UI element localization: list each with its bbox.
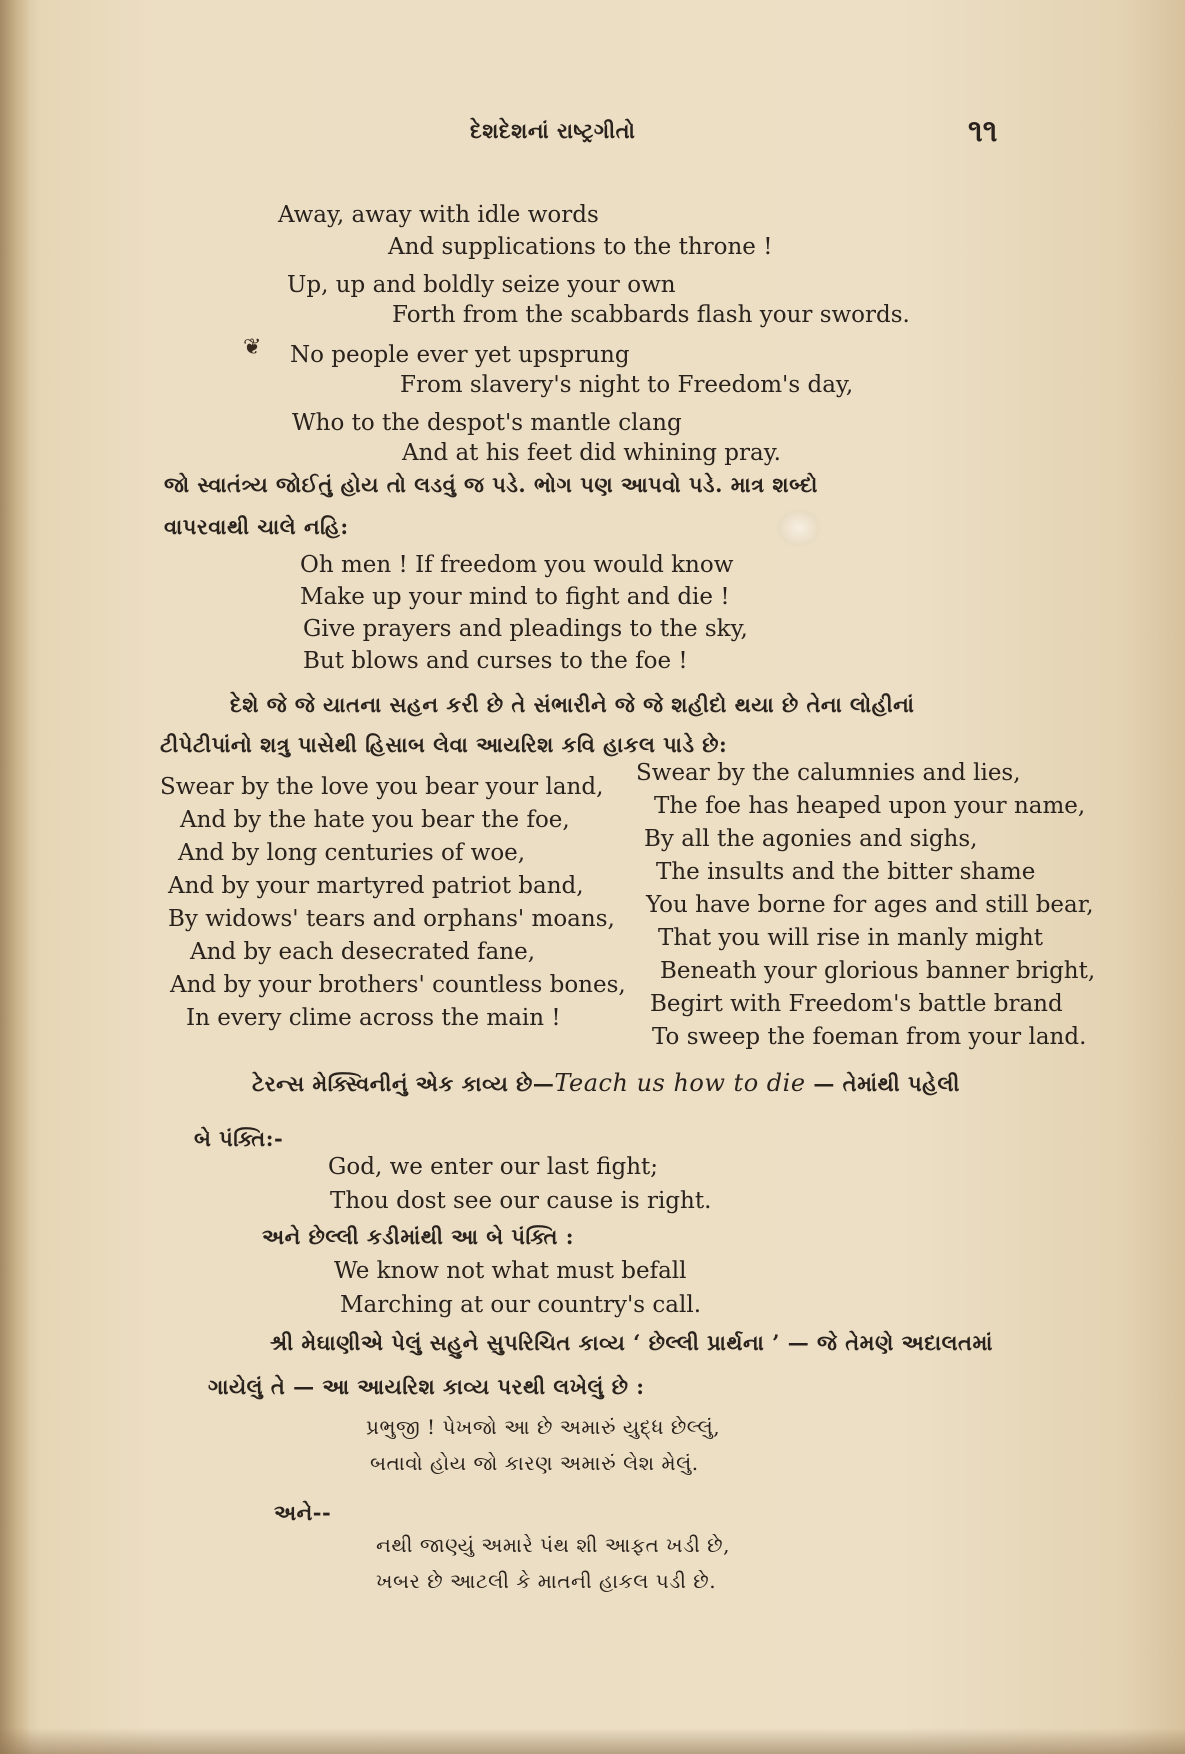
paragraph-text: ટેરન્સ મેક્સ્વિનીનું એક કાવ્ય છે—	[252, 1071, 555, 1096]
poem-line: But blows and curses to the foe !	[303, 648, 688, 674]
poem-line: Up, up and boldly seize your own	[287, 272, 676, 298]
poem-line: And by each desecrated fane,	[190, 939, 535, 965]
poem-title: Teach us how to die	[554, 1069, 806, 1097]
paragraph-text: — તેમાંથી પહેલી	[805, 1071, 960, 1096]
poem-line: Forth from the scabbards flash your swords.	[392, 302, 910, 328]
page-header	[0, 114, 1185, 158]
page-binding-edge	[0, 0, 30, 1754]
paragraph-line: ગાયેલું તે — આ આયરિશ કાવ્ય પરથી લખેલું છે :	[208, 1374, 645, 1399]
poem-line: Marching at our country's call.	[340, 1292, 702, 1318]
poem-line: In every clime across the main !	[186, 1005, 561, 1031]
poem-line: The insults and the bitter shame	[656, 859, 1036, 885]
poem-line: That you will rise in manly might	[658, 925, 1043, 951]
poem-line: બતાવો હોય જો કારણ અમારું લેશ મેલું.	[370, 1451, 699, 1475]
paragraph-line: દેશે જે જે યાતના સહન કરી છે તે સંભારીને જે જે શહીદો થયા છે તેના લોહીનાં	[230, 692, 915, 717]
poem-line: Who to the despot's mantle clang	[292, 410, 682, 436]
poem-line: Swear by the calumnies and lies,	[636, 760, 1021, 786]
poem-line: And supplications to the throne !	[388, 234, 773, 260]
poem-line: Give prayers and pleadings to the sky,	[303, 616, 748, 642]
running-title: દેશદેશનાં રાષ્ટ્રગીતો	[470, 118, 636, 143]
page-bottom-edge	[0, 1728, 1185, 1754]
poem-3-left-column	[160, 772, 626, 1036]
poem-3-right-column	[636, 758, 1096, 1055]
page-number: ૧૧	[968, 114, 998, 149]
poem-line: From slavery's night to Freedom's day,	[400, 372, 854, 398]
poem-line: Thou dost see our cause is right.	[330, 1188, 712, 1214]
poem-line: Away, away with idle words	[278, 202, 599, 228]
poem-line: No people ever yet upsprung	[290, 342, 630, 368]
poem-line: God, we enter our last fight;	[328, 1154, 659, 1180]
paragraph-line: જો સ્વાતંત્ર્ય જોઈતું હોય તો લડવું જ પડે. ભોગ પણ આપવો પડે. માત્ર શબ્દો	[164, 472, 818, 497]
paragraph-line: વાપરવાથી ચાલે નહિ:	[164, 514, 349, 539]
paragraph-line: ટીપેટીપાંનો શત્રુ પાસેથી હિસાબ લેવા આયરિશ કવિ હાકલ પાડે છે:	[160, 732, 728, 757]
paragraph-line: અને--	[274, 1500, 332, 1525]
poem-line: By all the agonies and sighs,	[644, 826, 978, 852]
poem-line: Begirt with Freedom's battle brand	[650, 991, 1063, 1017]
poem-line: The foe has heaped upon your name,	[654, 793, 1086, 819]
poem-line: And by the hate you bear the foe,	[180, 807, 570, 833]
paper-stain	[776, 508, 822, 548]
paragraph-line	[252, 1068, 960, 1099]
poem-line: નથી જાણ્યું અમારે પંથ શી આફત ખડી છે,	[376, 1533, 730, 1557]
paragraph-line: શ્રી મેઘાણીએ પેલું સહુને સુપરિચિત કાવ્ય ‘ છેલ્લી પ્રાર્થના ’ — જે તેમણે અદાલતમાં	[270, 1330, 993, 1355]
poem-line: And by your brothers' countless bones,	[170, 972, 626, 998]
poem-line: Swear by the love you bear your land,	[160, 774, 604, 800]
poem-line: And at his feet did whining pray.	[402, 440, 781, 466]
paragraph-line: અને છેલ્લી કડીમાંથી આ બે પંક્તિ :	[262, 1224, 575, 1249]
poem-line: And by your martyred patriot band,	[168, 873, 584, 899]
poem-line: Oh men ! If freedom you would know	[300, 552, 734, 578]
poem-line: By widows' tears and orphans' moans,	[168, 906, 615, 932]
poem-line: You have borne for ages and still bear,	[646, 892, 1094, 918]
poem-line: And by long centuries of woe,	[178, 840, 526, 866]
paragraph-line: બે પંક્તિ:-	[194, 1126, 284, 1151]
poem-line: Beneath your glorious banner bright,	[660, 958, 1096, 984]
margin-mark-icon: ❦	[243, 335, 262, 360]
poem-line: પ્રભુજી ! પેખજો આ છે અમારું યુદ્ધ છેલ્લું,	[366, 1415, 721, 1439]
poem-line: We know not what must befall	[334, 1258, 687, 1284]
poem-line: ખબર છે આટલી કે માતની હાકલ પડી છે.	[376, 1569, 717, 1593]
poem-line: To sweep the foeman from your land.	[652, 1024, 1087, 1050]
poem-line: Make up your mind to fight and die !	[300, 584, 730, 610]
